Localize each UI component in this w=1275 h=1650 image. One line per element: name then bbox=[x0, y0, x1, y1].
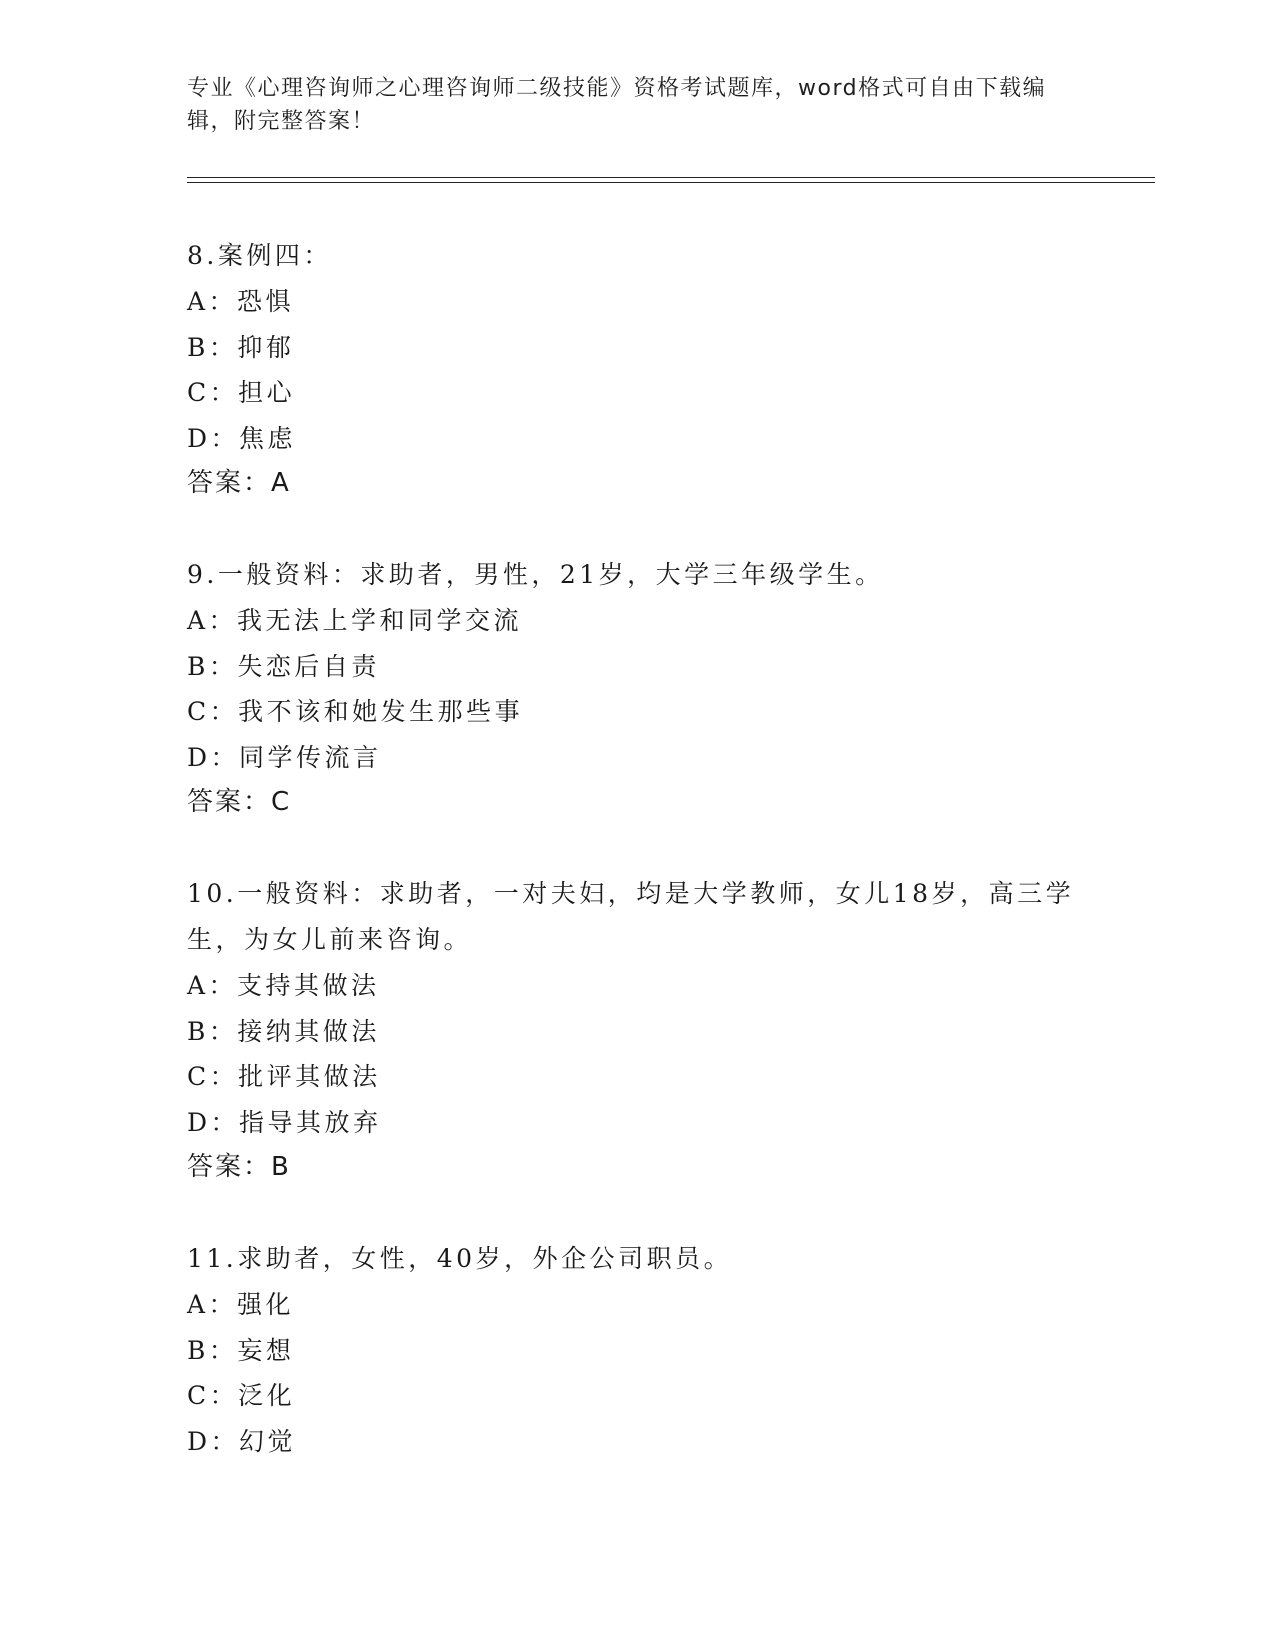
option-d: D：同学传流言 bbox=[187, 742, 382, 772]
option-a: A：恐惧 bbox=[187, 287, 295, 316]
option-a: A：强化 bbox=[187, 1290, 295, 1319]
question-stem: 11.求助者，女性，40岁，外企公司职员。 bbox=[187, 1244, 733, 1273]
question-stem: 8.案例四： bbox=[187, 241, 332, 270]
option-d: D：幻觉 bbox=[187, 1426, 297, 1456]
answer: 答案：A bbox=[187, 468, 291, 498]
header-text: 专业《心理咨询师之心理咨询师二级技能》资格考试题库，word格式可自由下载编辑，附完整答案！ bbox=[187, 76, 1047, 134]
answer: 答案：C bbox=[187, 787, 292, 817]
question-10 bbox=[187, 871, 1087, 1190]
question-11 bbox=[187, 1236, 1087, 1464]
option-c: C：泛化 bbox=[187, 1381, 296, 1410]
question-9 bbox=[187, 552, 1087, 825]
header-divider-top bbox=[187, 177, 1155, 178]
option-d: D：焦虑 bbox=[187, 423, 297, 453]
header-divider-bottom bbox=[187, 182, 1155, 183]
answer: 答案：B bbox=[187, 1152, 291, 1182]
option-c: C：担心 bbox=[187, 378, 296, 407]
option-b: B：妄想 bbox=[187, 1335, 295, 1365]
option-c: C：我不该和她发生那些事 bbox=[187, 697, 524, 726]
question-stem: 10.一般资料：求助者，一对夫妇，均是大学教师，女儿18岁，高三学生，为女儿前来咨询。 bbox=[187, 879, 1075, 954]
option-b: B：接纳其做法 bbox=[187, 1016, 380, 1046]
option-c: C：批评其做法 bbox=[187, 1062, 381, 1091]
option-b: B：抑郁 bbox=[187, 332, 295, 362]
question-stem: 9.一般资料：求助者，男性，21岁，大学三年级学生。 bbox=[187, 560, 884, 589]
option-b: B：失恋后自责 bbox=[187, 651, 380, 681]
option-a: A：我无法上学和同学交流 bbox=[187, 606, 523, 635]
option-a: A：支持其做法 bbox=[187, 971, 380, 1000]
option-d: D：指导其放弃 bbox=[187, 1107, 382, 1137]
question-8 bbox=[187, 233, 1087, 506]
document-header bbox=[187, 72, 1087, 138]
